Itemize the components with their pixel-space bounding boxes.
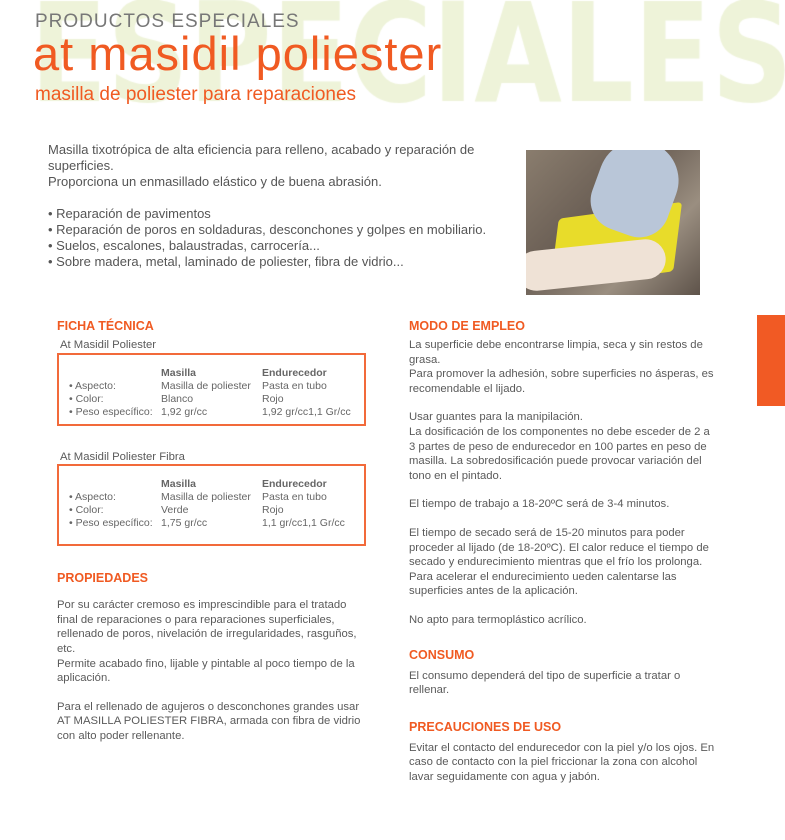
cell: • Peso específico:	[69, 517, 153, 530]
cell: 1,1 gr/cc1,1 Gr/cc	[262, 517, 345, 530]
intro-line: Proporciona un enmasillado elástico y de buena abrasión.	[48, 174, 382, 189]
cell: • Peso específico:	[69, 405, 153, 418]
cell: Masilla de poliester	[161, 491, 251, 504]
col-header: Endurecedor	[262, 478, 327, 491]
propiedades-heading: PROPIEDADES	[57, 571, 148, 586]
paragraph: El tiempo de trabajo a 18-20ºC será de 3-4 minutos.	[409, 498, 670, 511]
propiedades-text	[57, 598, 362, 743]
cell: 1,75 gr/cc	[161, 517, 208, 530]
col-header: Masilla	[161, 478, 197, 491]
bullet: • Reparación de poros en soldaduras, desconchones y golpes en mobiliario.	[48, 222, 487, 237]
table-title: At Masidil Poliester Fibra	[60, 450, 185, 463]
section-tab	[757, 315, 785, 406]
paragraph: El tiempo de secado será de 15-20 minutos para poder proceder al lijado (de 18-20ºC). El calor reduce el tiempo de secado y endurecimiento mientras que el frío los prolonga. Para acelerar el endurecimiento ueden calentarse las superficies antes de la aplicación.	[409, 526, 709, 598]
product-subtitle: masilla de poliester para reparaciones	[35, 84, 357, 105]
putty-shape	[526, 237, 668, 292]
cell: Pasta en tubo	[262, 379, 327, 392]
modo-text	[409, 338, 717, 628]
cell: Rojo	[262, 392, 284, 405]
consumo-heading: CONSUMO	[409, 647, 475, 662]
col-header: Endurecedor	[262, 366, 327, 379]
cell: • Aspecto:	[69, 491, 116, 504]
paragraph: Por su carácter cremoso es imprescindible para el tratado final de reparaciones o para reparaciones superficiales, rellenado de poros, nivelación de irregularidades, rasguños, etc. Permite acabado fino, lijable y pintable al poco tiempo de la aplicación.	[57, 599, 357, 685]
cell: Masilla de poliester	[161, 379, 251, 392]
ficha-heading: FICHA TÉCNICA	[57, 319, 154, 333]
right-column	[409, 319, 717, 784]
intro-line: Masilla tixotrópica de alta eficiencia para relleno, acabado y reparación de superficies.	[48, 142, 475, 173]
paragraph: Para el rellenado de agujeros o desconchones grandes usar AT MASILLA POLIESTER FIBRA, armada con fibra de vidrio con alto poder rellenante.	[57, 700, 361, 742]
paragraph: Usar guantes para la manipilación. La dosificación de los componentes no debe esceder de 2 a 3 partes de peso de endurecedor en 100 partes en peso de masilla. La sobredosificación puede provocar variación del tono en el pintado.	[409, 411, 710, 482]
spec-table	[57, 464, 366, 546]
cell: Blanco	[161, 392, 194, 405]
modo-heading: MODO DE EMPLEO	[409, 319, 525, 333]
paragraph: La superficie debe encontrarse limpia, seca y sin restos de grasa. Para promover la adhesión, sobre superficies no ásperas, es recomendable el lijado.	[409, 339, 714, 395]
table-title: At Masidil Poliester	[60, 339, 157, 351]
cell: Pasta en tubo	[262, 491, 327, 504]
category-label: PRODUCTOS ESPECIALES	[35, 11, 300, 32]
bullet: • Sobre madera, metal, laminado de poliester, fibra de vidrio...	[48, 254, 404, 269]
cell: • Color:	[69, 504, 104, 517]
cell: Verde	[161, 504, 189, 517]
paragraph: No apto para termoplástico acrílico.	[409, 613, 587, 626]
bullet: • Suelos, escalones, balaustradas, carrocería...	[48, 238, 320, 253]
precauciones-heading: PRECAUCIONES DE USO	[409, 719, 562, 734]
consumo-text: El consumo dependerá del tipo de superficie a tratar o rellenar.	[409, 669, 681, 697]
col-header: Masilla	[161, 366, 197, 379]
cell: 1,92 gr/cc1,1 Gr/cc	[262, 405, 351, 418]
precauciones-text: Evitar el contacto del endurecedor con la piel y/o los ojos. En caso de contacto con la piel friccionar la zona con alcohol lavar seguidamente con agua y jabón.	[409, 741, 715, 783]
cell: • Aspecto:	[69, 379, 116, 392]
product-photo	[526, 150, 700, 295]
cell: Rojo	[262, 504, 284, 517]
spec-table	[57, 353, 366, 426]
intro	[48, 142, 518, 270]
cell: • Color:	[69, 392, 104, 405]
bullet: • Reparación de pavimentos	[48, 206, 211, 221]
cell: 1,92 gr/cc	[161, 405, 208, 418]
product-title: at masidil poliester	[33, 27, 443, 80]
left-column	[57, 319, 367, 744]
